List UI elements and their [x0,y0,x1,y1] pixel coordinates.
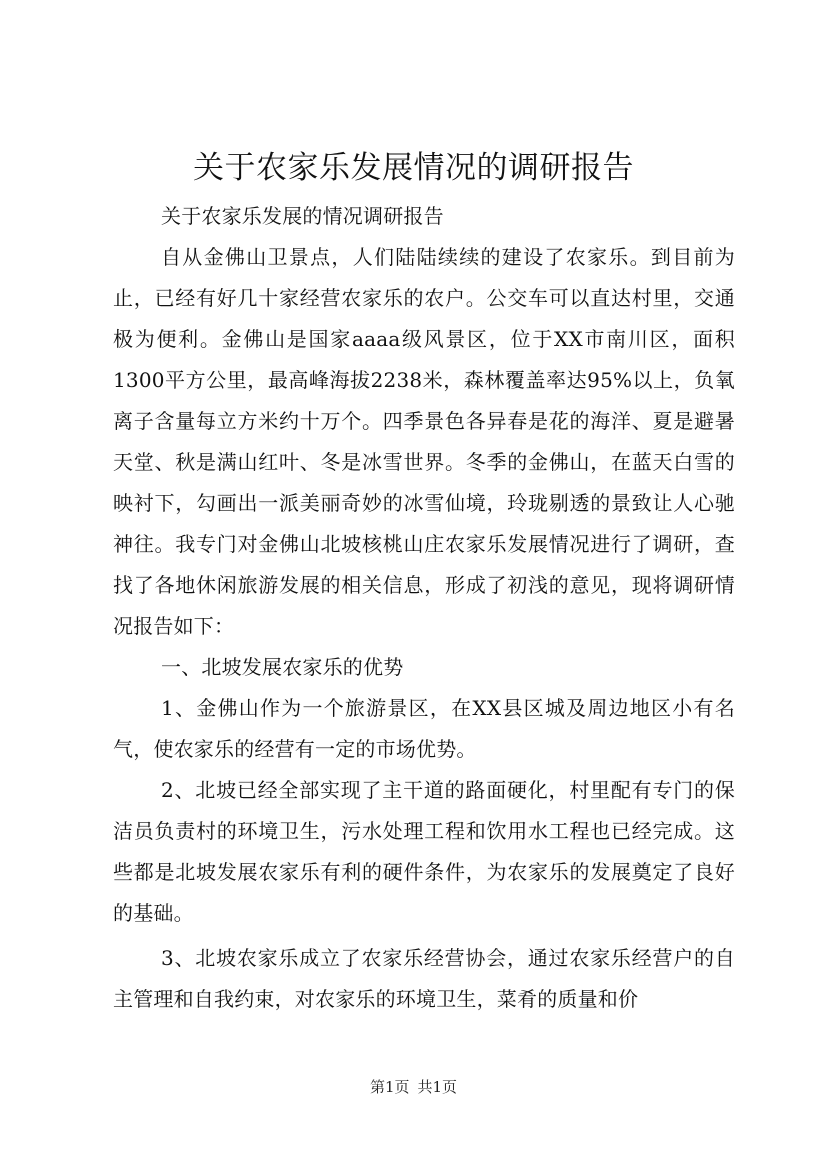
page-total: 共1页 [417,1078,458,1096]
paragraph-intro: 自从金佛山卫景点，人们陆陆续续的建设了农家乐。到目前为止，已经有好几十家经营农家乐的农户。公交车可以直达村里，交通极为便利。金佛山是国家aaaa级风景区，位于XX市南川区，面积1300平方公里，最高峰海拔2238米，森林覆盖率达95%以上，负氧离子含量每立方米约十万个。四季景色各异春是花的海洋、夏是避暑天堂、秋是满山红叶、冬是冰雪世界。冬季的金佛山，在蓝天白雪的映衬下，勾画出一派美丽奇妙的冰雪仙境，玲珑剔透的景致让人心驰神往。我专门对金佛山北坡核桃山庄农家乐发展情况进行了调研，查找了各地休闲旅游发展的相关信息，形成了初浅的意见，现将调研情况报告如下： [113,245,735,638]
section-heading: 一、北坡发展农家乐的优势 [161,655,404,679]
paragraph-point-2: 2、北坡已经全部实现了主干道的路面硬化，村里配有专门的保洁员负责村的环境卫生，污水处理工程和饮用水工程也已经完成。这些都是北坡发展农家乐有利的硬件条件，为农家乐的发展奠定了良好的基础。 [113,778,735,925]
page-number: 第1页 [369,1078,410,1096]
document-body [113,196,735,1020]
paragraph-point-1: 1、金佛山作为一个旅游景区，在XX县区城及周边地区小有名气，使农家乐的经营有一定的市场优势。 [113,696,735,761]
document-title: 关于农家乐发展情况的调研报告 [193,150,634,186]
document-subtitle: 关于农家乐发展的情况调研报告 [161,204,444,228]
paragraph-point-3: 3、北坡农家乐成立了农家乐经营协会，通过农家乐经营户的自主管理和自我约束，对农家乐的环境卫生，菜肴的质量和价 [113,946,735,1011]
page-footer [0,1076,827,1098]
